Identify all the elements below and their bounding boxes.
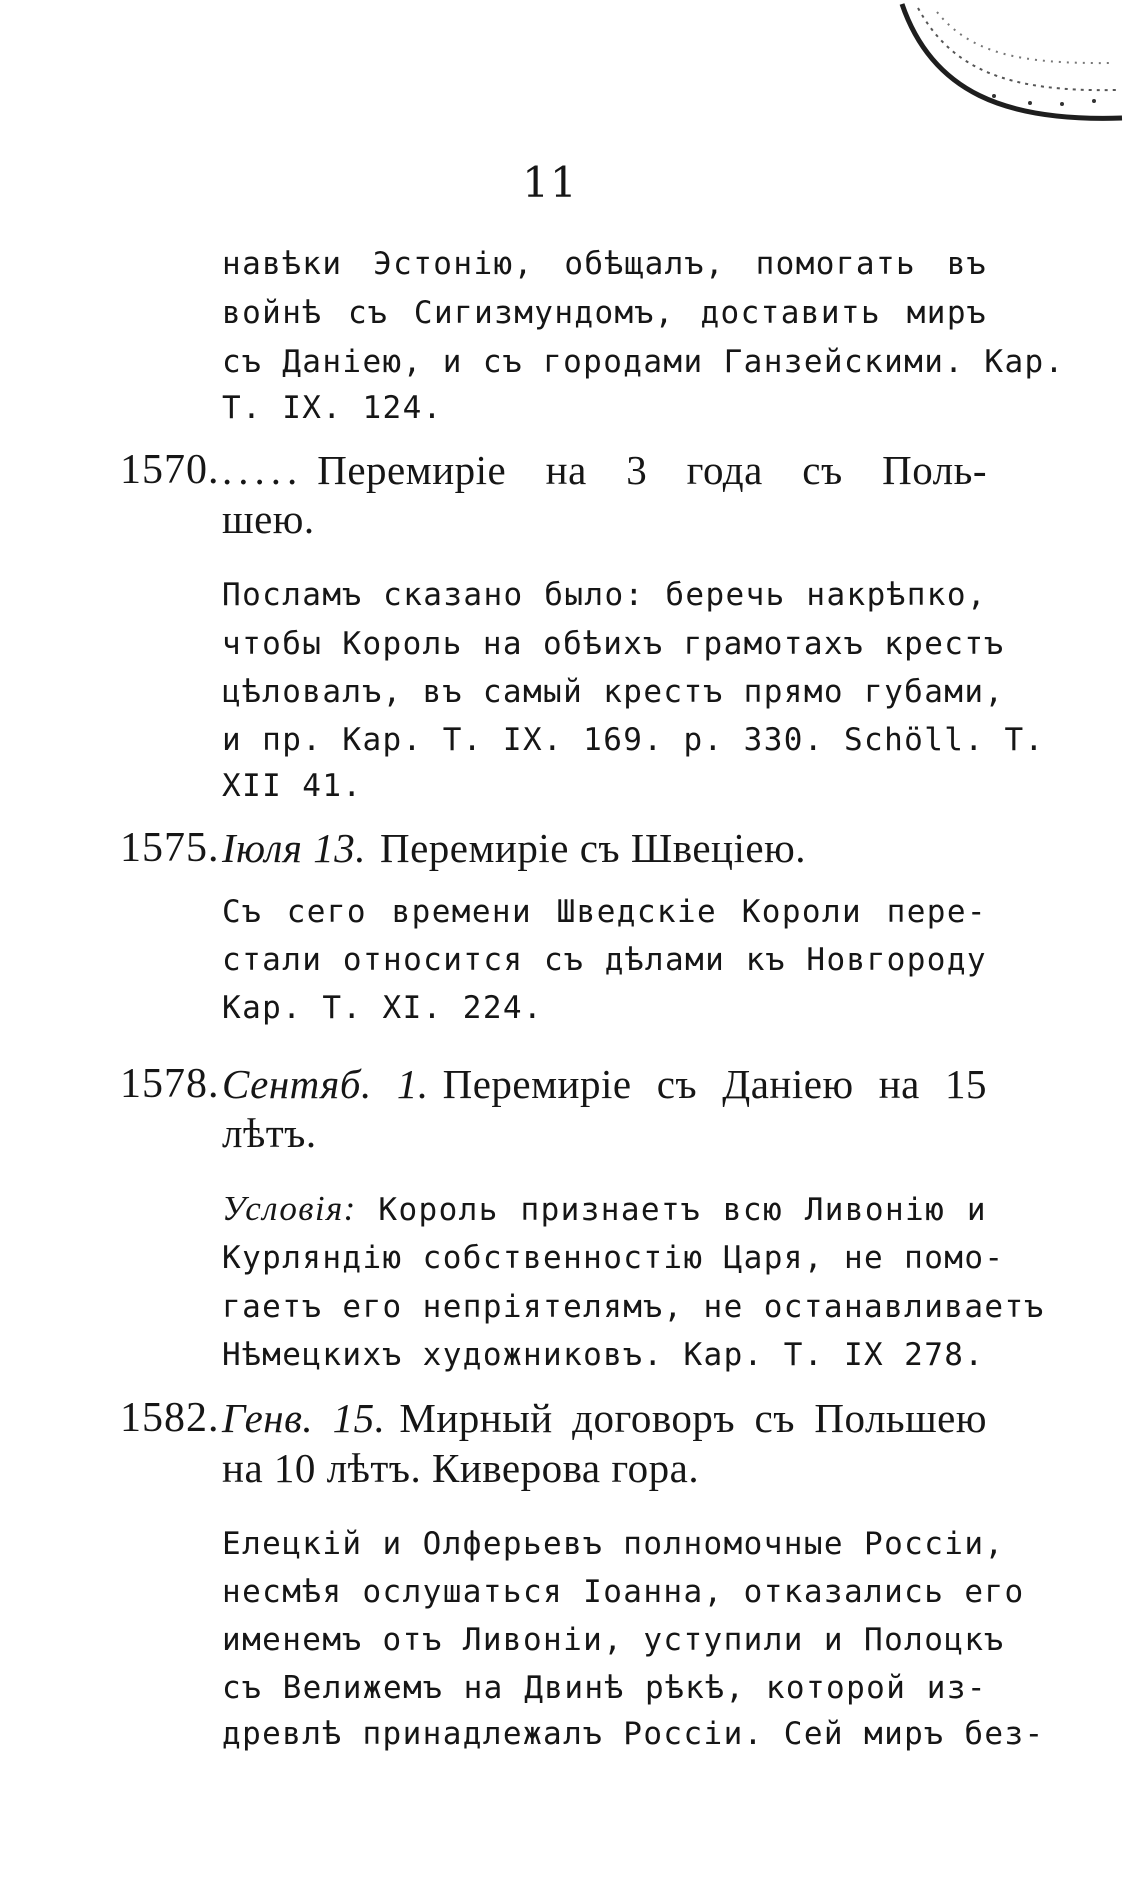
entry-date: Сентяб. 1.	[222, 1061, 429, 1107]
text-line: несмѣя ослушаться Іоанна, отказались его	[222, 1574, 1025, 1610]
entry-title-continuation: лѣтъ.	[222, 1110, 317, 1156]
text-line: Т. IX. 124.	[222, 390, 443, 426]
page-number: 11	[522, 158, 578, 207]
conditions-text: Король признаетъ всю Ливонію и	[378, 1192, 987, 1228]
text-line: Нѣмецкихъ художниковъ. Кар. Т. IX 278.	[222, 1337, 985, 1373]
text-line: гаетъ его непріятелямъ, не останавливаетъ	[222, 1289, 1045, 1325]
text-line: Кар. Т. XI. 224.	[222, 990, 544, 1026]
entry-date: Генв. 15.	[222, 1395, 386, 1441]
text-line: чтобы Король на обѣихъ грамотахъ крестъ	[222, 626, 1005, 662]
entry-heading-line	[222, 826, 806, 870]
text-line: цѣловалъ, въ самый крестъ прямо губами,	[222, 674, 1005, 710]
conditions-label: Условія:	[222, 1189, 357, 1228]
entry-heading-line	[222, 1062, 987, 1106]
entry-year: 1582.	[120, 1395, 220, 1441]
text-line: стали относится съ дѣлами къ Новгороду	[222, 942, 987, 978]
text-line	[222, 1187, 987, 1232]
leader-dots: .....	[222, 447, 304, 493]
entry-year: 1575.	[120, 825, 220, 871]
entry-title-continuation: на 10 лѣтъ. Киверова гора.	[222, 1445, 700, 1491]
entry-heading-line	[222, 448, 987, 492]
text-line: Елецкій и Олферьевъ полномочные Россіи,	[222, 1526, 1005, 1562]
text-line: древлѣ принадлежалъ Россіи. Сей миръ без-	[222, 1716, 1045, 1752]
entry-title: Перемиріе съ Даніею на 15	[442, 1061, 987, 1107]
entry-year: 1570.	[120, 447, 220, 493]
text-line: XII 41.	[222, 768, 363, 804]
entry-heading-line	[222, 1396, 987, 1440]
library-stamp-mark	[890, 0, 1140, 160]
entry-title: Перемиріе на 3 года съ Поль-	[317, 447, 987, 493]
text-line: Курляндію собственностію Царя, не помо-	[222, 1240, 1005, 1276]
text-line: Съ сего времени Шведскіе Короли пере-	[222, 894, 987, 930]
entry-title: Перемиріе съ Швеціею.	[379, 825, 806, 871]
text-line: именемъ отъ Ливоніи, уступили и Полоцкъ	[222, 1622, 1005, 1658]
entry-date: Іюля 13.	[222, 825, 366, 871]
entry-title-continuation: шею.	[222, 496, 315, 542]
text-line: войнѣ съ Сигизмундомъ, доставить миръ	[222, 295, 987, 331]
text-line: съ Даніею, и съ городами Ганзейскими. Кар.	[222, 344, 1065, 380]
text-line: Посламъ сказано было: беречь накрѣпко,	[222, 577, 987, 613]
text-line: и пр. Кар. Т. IX. 169. р. 330. Schöll. Т.	[222, 722, 1045, 758]
text-line: съ Велижемъ на Двинѣ рѣкѣ, которой из-	[222, 1670, 987, 1706]
entry-title: Мирный договоръ съ Польшею	[399, 1395, 987, 1441]
entry-year: 1578.	[120, 1061, 220, 1107]
text-line: навѣки Эстонію, обѣщалъ, помогать въ	[222, 246, 987, 282]
